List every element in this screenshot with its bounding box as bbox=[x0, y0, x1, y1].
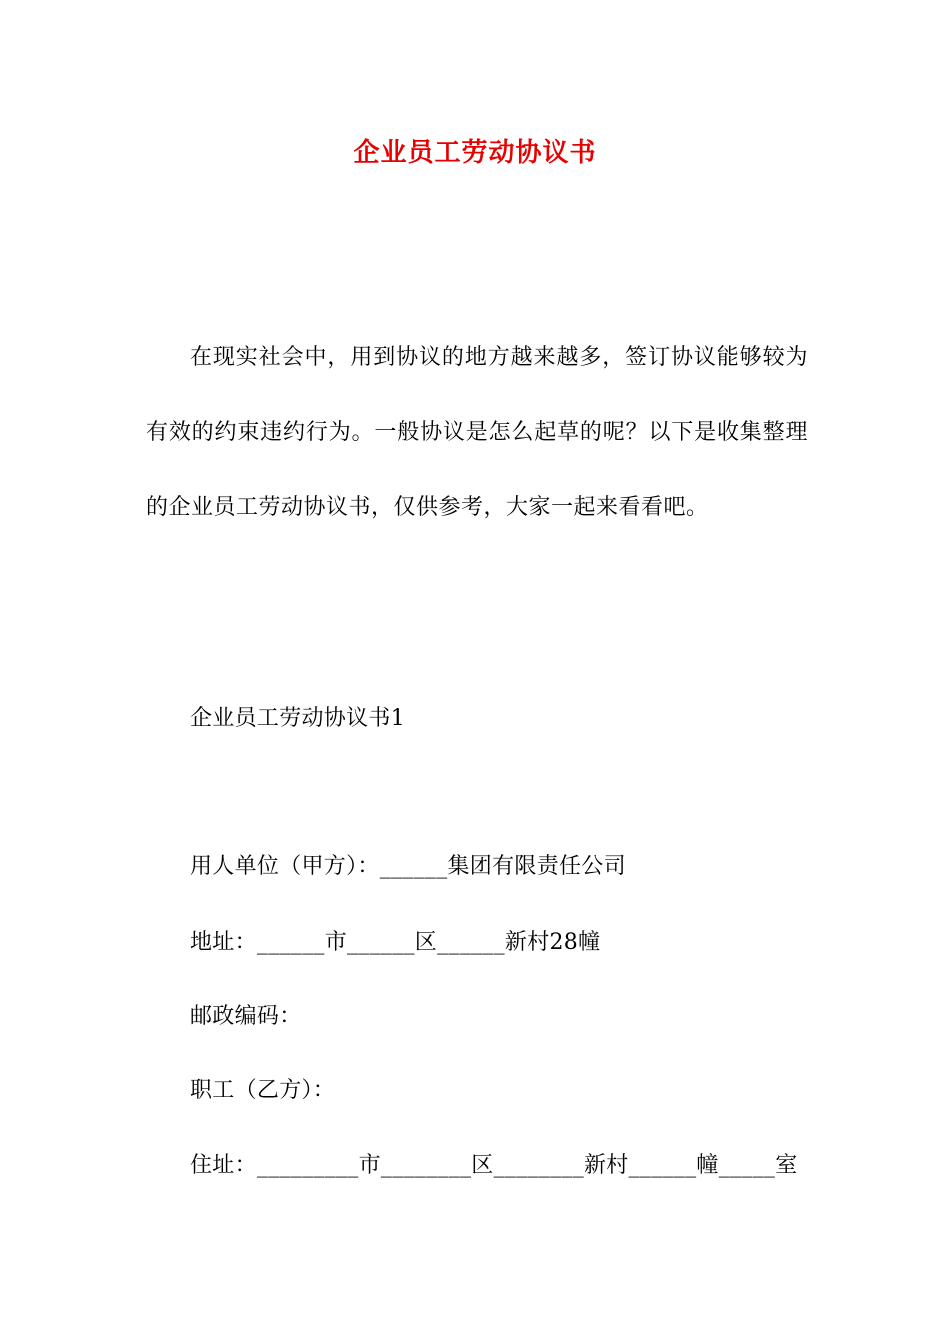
residence-line: 住址：_________市________区________新村______幢_____室 bbox=[190, 1153, 798, 1178]
intro-paragraph: 在现实社会中，用到协议的地方越来越多，签订协议能够较为有效的约束违约行为。一般协议是怎么起草的呢？以下是收集整理的企业员工劳动协议书，仅供参考，大家一起来看看吧。 bbox=[146, 345, 808, 520]
document-title: 企业员工劳动协议书 bbox=[353, 138, 597, 168]
agreement-subtitle: 企业员工劳动协议书1 bbox=[190, 706, 405, 731]
worker-line: 职工（乙方）： bbox=[190, 1078, 336, 1103]
postal-code-line: 邮政编码： bbox=[190, 1004, 302, 1029]
employer-line: 用人单位（甲方）：______集团有限责任公司 bbox=[190, 854, 626, 879]
address-line: 地址：______市______区______新村28幢 bbox=[190, 930, 601, 955]
